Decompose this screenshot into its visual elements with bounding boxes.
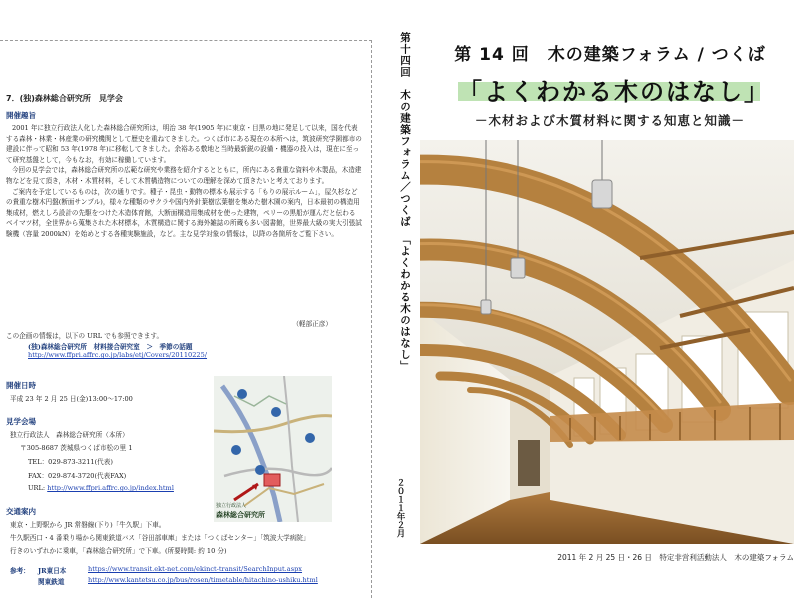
- access-line-3: 行きのいずれかに乗車，「森林総合研究所」で下車。(所要時間: 約 10 分): [10, 547, 227, 555]
- left-page: [0, 0, 380, 600]
- info-line: この企画の情報は，以下の URL でも参照できます。: [6, 332, 164, 340]
- venue-tel: TEL：029-873-3211(代表): [28, 458, 113, 466]
- front-cover: [420, 0, 800, 600]
- info-url-link[interactable]: http://www.ffpri.affrc.go.jp/labs/etj/Covers/20110225/: [28, 351, 208, 359]
- overview-paragraph-1: 2001 年に独立行政法人化した森林総合研究所は，明治 38 年(1905 年)に東京・目黒の地に発足して以来，国を代表する森林・林業・林産業の研究機関として歴史を重ねてきました。つくば市にある現在の本所へは，筑波研究学園都市の建設に伴って昭和 53 年(1978 年)に移転してきました。余裕ある敷地と当時最新鋭の設備・機器の投入は，現在に至って研究基盤として，今もなお，有効に稼働しています。: [6, 124, 362, 164]
- venue-url-row: [28, 484, 174, 492]
- spine-date: ２０１１年２月: [395, 478, 405, 538]
- spine-title: 第十四回 木の建築フォラム／つくば 「よくわかる木のはなし」: [399, 32, 411, 372]
- info-org: (独)森林総合研究所 材料接合研究室 ＞ 季節の話題: [28, 343, 193, 351]
- photo-drawing: [420, 140, 794, 544]
- venue-heading: 見学会場: [6, 417, 36, 426]
- date-heading: 開催日時: [6, 381, 36, 390]
- overview-paragraph-3: ご案内を予定しているものは，次の通りです。種子・昆虫・動物の標本も展示する「もりの展示ルーム」，屋久杉などの貴重な樹木円盤(断面サンプル)，様々な種類のサクラや国内外針葉樹広葉樹を集めた樹木園の案内，日本最初の構造用集成材，燃えしろ設計の先駆をつけた木造体育館，大断面構造用集成材を使った建物，ペリーの黒船が運んだと伝わるベイマツ材，全世界から蒐集された木材標本，木質構造に関する海外雑誌の所蔵も多い図書館，世界最大級の実大引張試験機（容量 2000kN）を始めとする各種実験施設，など。主な見学対象の情報は，以降の各箇所をご覧下さい。: [6, 187, 362, 238]
- cover-title-line-2-wrap: [458, 72, 770, 106]
- map-label-org: 独立行政法人: [216, 503, 247, 509]
- author-signature: （軽部正彦）: [292, 320, 332, 328]
- overview-body: [6, 123, 362, 240]
- access-heading: 交通案内: [6, 507, 36, 516]
- venue-fax: FAX：029-874-3720(代表FAX): [28, 472, 127, 480]
- section-title: 7．(独)森林総合研究所 見学会: [6, 94, 123, 103]
- overview-paragraph-2: 今回の見学会では，森林総合研究所の広範な研究や業務を紹介するとともに，所内にある貴重な資料や木製品，木造建物などを見て頂き，木材・木質材料，そして木質構造物についての理解を深めて頂きたいと考えております。: [6, 166, 362, 185]
- date-value: 平成 23 年 2 月 25 日(金)13:00～17:00: [10, 395, 133, 403]
- reference-1-name: JR東日本: [38, 567, 67, 575]
- access-line-2: 牛久駅西口・4 番乗り場から関東鉄道バス「谷田部車庫」または「つくばセンター」「筑波大学病院」: [10, 534, 310, 542]
- venue-name: 独立行政法人 森林総合研究所（本所）: [10, 431, 129, 439]
- reference-1-link[interactable]: https://www.transit.ekt-net.com/ekinct-transit/SearchInput.aspx: [88, 565, 303, 573]
- access-map-drawing: [214, 376, 332, 522]
- cover-footer: 2011 年 2 月 25 日・26 日 特定非営利活動法人 木の建築フォラム: [557, 553, 794, 562]
- venue-url-label: URL:: [28, 484, 48, 492]
- reference-2-link[interactable]: http://www.kantetsu.co.jp/bus/rosen/timetable/hitachino-ushiku.html: [88, 576, 318, 584]
- gymnasium-interior-photo: [420, 140, 794, 544]
- overview-heading: 開催趣旨: [6, 111, 36, 120]
- cover-title-line-2: 「よくわかる木のはなし」: [458, 78, 770, 106]
- spine: [380, 0, 420, 600]
- cover-subtitle: －木材および木質材料に関する知恵と知識－: [474, 113, 745, 128]
- map-label-name: 森林総合研究所: [216, 511, 265, 519]
- access-line-1: 東京・上野駅から JR 常磐線(下り)「牛久駅」下車。: [10, 521, 166, 529]
- venue-address: 〒305-8687 茨城県つくば市松の里 1: [20, 444, 133, 452]
- reference-2-name: 関東鉄道: [38, 578, 65, 586]
- venue-url-link[interactable]: http://www.ffpri.affrc.go.jp/index.html: [47, 484, 174, 492]
- reference-label: 参考：: [10, 567, 30, 575]
- access-map: [214, 376, 332, 522]
- cover-title-line-1: 第 14 回 木の建築フォラム / つくば: [454, 45, 766, 65]
